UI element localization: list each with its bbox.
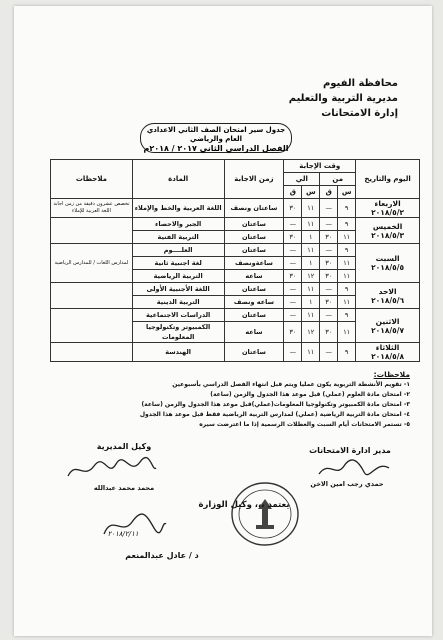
exam-director-signature [314, 458, 394, 480]
to-min-cell: — [284, 309, 302, 322]
subject-cell: لغة اجنبية ثانية [132, 257, 224, 270]
from-min-cell: — [320, 309, 338, 322]
note-item: ٣- امتحان مادة الكمبيوتر وتكنولوجيا المعلومات(عملي)قبل موعد هذا الجدول والزمن (ساعة) [141, 401, 410, 408]
subject-cell: التربية الفنية [132, 231, 224, 244]
day-date: ٢٠١٨/٥/٣ [371, 230, 405, 240]
col-header-time: وقت الإجابة [284, 160, 356, 173]
document-page [14, 6, 432, 636]
subject-cell: التربية الدينية [132, 296, 224, 309]
table-row [51, 199, 420, 218]
col-header-from-hour: س [338, 186, 356, 199]
subject-cell: الدراسات الاجتماعية [132, 309, 224, 322]
day-cell [356, 244, 420, 283]
from-hour-cell: ١١ [338, 231, 356, 244]
to-hour-cell: ١ [302, 231, 320, 244]
exam-schedule-table [50, 159, 420, 362]
day-date: ٢٠١٨/٥/٧ [371, 325, 405, 335]
from-hour-cell: ١١ [338, 257, 356, 270]
day-date: ٢٠١٨/٥/٦ [371, 295, 405, 305]
col-header-from-min: ق [320, 186, 338, 199]
col-header-duration: زمن الاجابة [224, 160, 284, 199]
to-hour-cell: ١٢ [302, 270, 320, 283]
duration-cell: ساعه ونصف [224, 296, 284, 309]
to-hour-cell: ١١ [302, 218, 320, 231]
to-min-cell: — [284, 283, 302, 296]
from-hour-cell: ١١ [338, 322, 356, 343]
table-row [51, 218, 420, 231]
notes-cell [51, 343, 133, 362]
title-line-1: جدول سير امتحان الصف الثاني الاعدادي العام والرياضي [146, 126, 286, 143]
notes-heading: ملاحظات: [373, 370, 410, 379]
from-hour-cell: ٩ [338, 283, 356, 296]
day-date: ٢٠١٨/٥/٨ [371, 352, 405, 361]
notes-section [30, 370, 410, 430]
to-min-cell: — [284, 343, 302, 362]
day-cell [356, 283, 420, 309]
to-min-cell: ٣٠ [284, 270, 302, 283]
to-min-cell: — [284, 218, 302, 231]
duration-cell: ساعه [224, 270, 284, 283]
minister-name: د / عادل عبدالمنعم [125, 551, 199, 560]
to-min-cell: ٣٠ [284, 322, 302, 343]
from-hour-cell: ٩ [338, 199, 356, 218]
from-min-cell: — [320, 343, 338, 362]
handwritten-date: ٢٠١٨/٢/١١ [107, 530, 139, 538]
col-header-to-min: ق [284, 186, 302, 199]
from-hour-cell: ١١ [338, 296, 356, 309]
to-hour-cell: ١١ [302, 309, 320, 322]
deputy-name: محمد محمد عبدالله [93, 484, 155, 492]
to-hour-cell: ١٢ [302, 322, 320, 343]
directorate-name: مديرية التربية والتعليم [288, 93, 398, 104]
from-min-cell: — [320, 199, 338, 218]
schedule-title-box [140, 123, 292, 153]
day-name: الاثنين [375, 316, 400, 326]
from-hour-cell: ٩ [338, 244, 356, 257]
table-row [51, 309, 420, 322]
day-date: ٢٠١٨/٥/٥ [371, 263, 405, 272]
to-hour-cell: ١ [302, 296, 320, 309]
duration-cell: ساعةونصف [224, 257, 284, 270]
note-item: ١- تقويم الأنشطة التربوية يكون عمليا ويتم قبل انتهاء الفصل الدراسي بأسبوعين [172, 381, 410, 388]
subject-cell: الكمبيوتر وتكنولوجيا المعلومات [132, 322, 224, 343]
subject-cell: اللغة الأجنبية الأولى [132, 283, 224, 296]
exam-director-name: حمدي رجب امين الاخن [310, 480, 384, 488]
note-item: ٢- امتحان مادة العلوم (عملي) قبل موعد هذا الجدول والزمن (ساعة) [210, 391, 410, 398]
duration-cell: ساعتان [224, 309, 284, 322]
table-row [51, 244, 420, 257]
duration-cell: ساعتان [224, 231, 284, 244]
exam-director-title: مدير ادارة الامتحانات [309, 446, 391, 455]
from-min-cell: — [320, 244, 338, 257]
col-header-to: الي [284, 173, 320, 186]
to-min-cell: — [284, 244, 302, 257]
note-item: ٤- امتحان مادة التربية الرياضية (عملي) لمدارس التربية الرياضية فقط قبل موعد هذا الجدول [139, 411, 410, 418]
to-min-cell: — [284, 296, 302, 309]
from-min-cell: ٣٠ [320, 257, 338, 270]
document-header [238, 76, 398, 121]
governorate-name: محافظة الفيوم [322, 78, 398, 89]
duration-cell: ساعتان [224, 343, 284, 362]
col-header-from: من [320, 173, 356, 186]
duration-cell: ساعتان [224, 283, 284, 296]
notes-cell: تخصص عشرون دقيقة من زمن اجابة اللغة العربية للإملاء [51, 199, 133, 218]
table-row [51, 343, 420, 362]
col-header-notes: ملاحظات [51, 160, 133, 199]
deputy-title: وكيل المديرية [96, 442, 152, 451]
day-cell [356, 218, 420, 244]
subject-cell: الهندسة [132, 343, 224, 362]
to-hour-cell: ١١ [302, 244, 320, 257]
notes-cell [51, 309, 133, 343]
department-name: إدارة الامتحانات [321, 108, 398, 119]
duration-cell: ساعتان [224, 244, 284, 257]
day-cell [356, 199, 420, 218]
duration-cell: ساعتان [224, 218, 284, 231]
subject-cell: الجبر والاحصاء [132, 218, 224, 231]
from-min-cell: ٣٠ [320, 322, 338, 343]
to-hour-cell: ١١ [302, 343, 320, 362]
from-min-cell: — [320, 283, 338, 296]
day-name: الخميس [372, 221, 403, 231]
day-name: الاربعاء [374, 199, 401, 208]
to-min-cell: — [284, 257, 302, 270]
subject-cell: التربية الرياضية [132, 270, 224, 283]
to-hour-cell: ١١ [302, 283, 320, 296]
from-hour-cell: ٩ [338, 309, 356, 322]
subject-cell: اللغة العربية والخط والإملاء [132, 199, 224, 218]
subject-cell: العلــــوم [132, 244, 224, 257]
col-header-subject: المادة [132, 160, 224, 199]
day-cell [356, 309, 420, 343]
from-hour-cell: ٩ [338, 218, 356, 231]
note-item: ٥- تستمر الامتحانات أيام السبت والعطلات الرسمية إذا ما اعترضت سيره [199, 421, 410, 428]
table-row [51, 283, 420, 296]
from-hour-cell: ١١ [338, 270, 356, 283]
approval-line: يعتمد ،،، وكيل الوزارة [198, 500, 290, 510]
day-name: السبت [375, 254, 400, 263]
duration-cell: ساعه [224, 322, 284, 343]
from-min-cell: — [320, 218, 338, 231]
to-min-cell: ٣٠ [284, 231, 302, 244]
deputy-signature [64, 456, 159, 484]
from-min-cell: ٣٠ [320, 296, 338, 309]
title-line-2: الفصل الدراسي الثاني ٢٠١٧ / ٢٠١٨م [143, 144, 289, 153]
to-min-cell: ٣٠ [284, 199, 302, 218]
day-name: الاحد [378, 286, 397, 296]
col-header-to-hour: س [302, 186, 320, 199]
to-hour-cell: ١١ [302, 199, 320, 218]
notes-cell [51, 283, 133, 309]
official-seal [228, 479, 302, 549]
day-cell [356, 343, 420, 362]
day-date: ٢٠١٨/٥/٢ [371, 208, 405, 217]
notes-cell [51, 218, 133, 244]
col-header-day: اليوم والتاريخ [356, 160, 420, 199]
duration-cell: ساعتان ونصف [224, 199, 284, 218]
from-hour-cell: ٩ [338, 343, 356, 362]
from-min-cell: ٣٠ [320, 270, 338, 283]
notes-cell: لمدارس اللغات / للمدارس الرياضية [51, 244, 133, 283]
to-hour-cell: ١ [302, 257, 320, 270]
from-min-cell: ٣٠ [320, 231, 338, 244]
day-name: الثلاثاء [375, 343, 400, 352]
